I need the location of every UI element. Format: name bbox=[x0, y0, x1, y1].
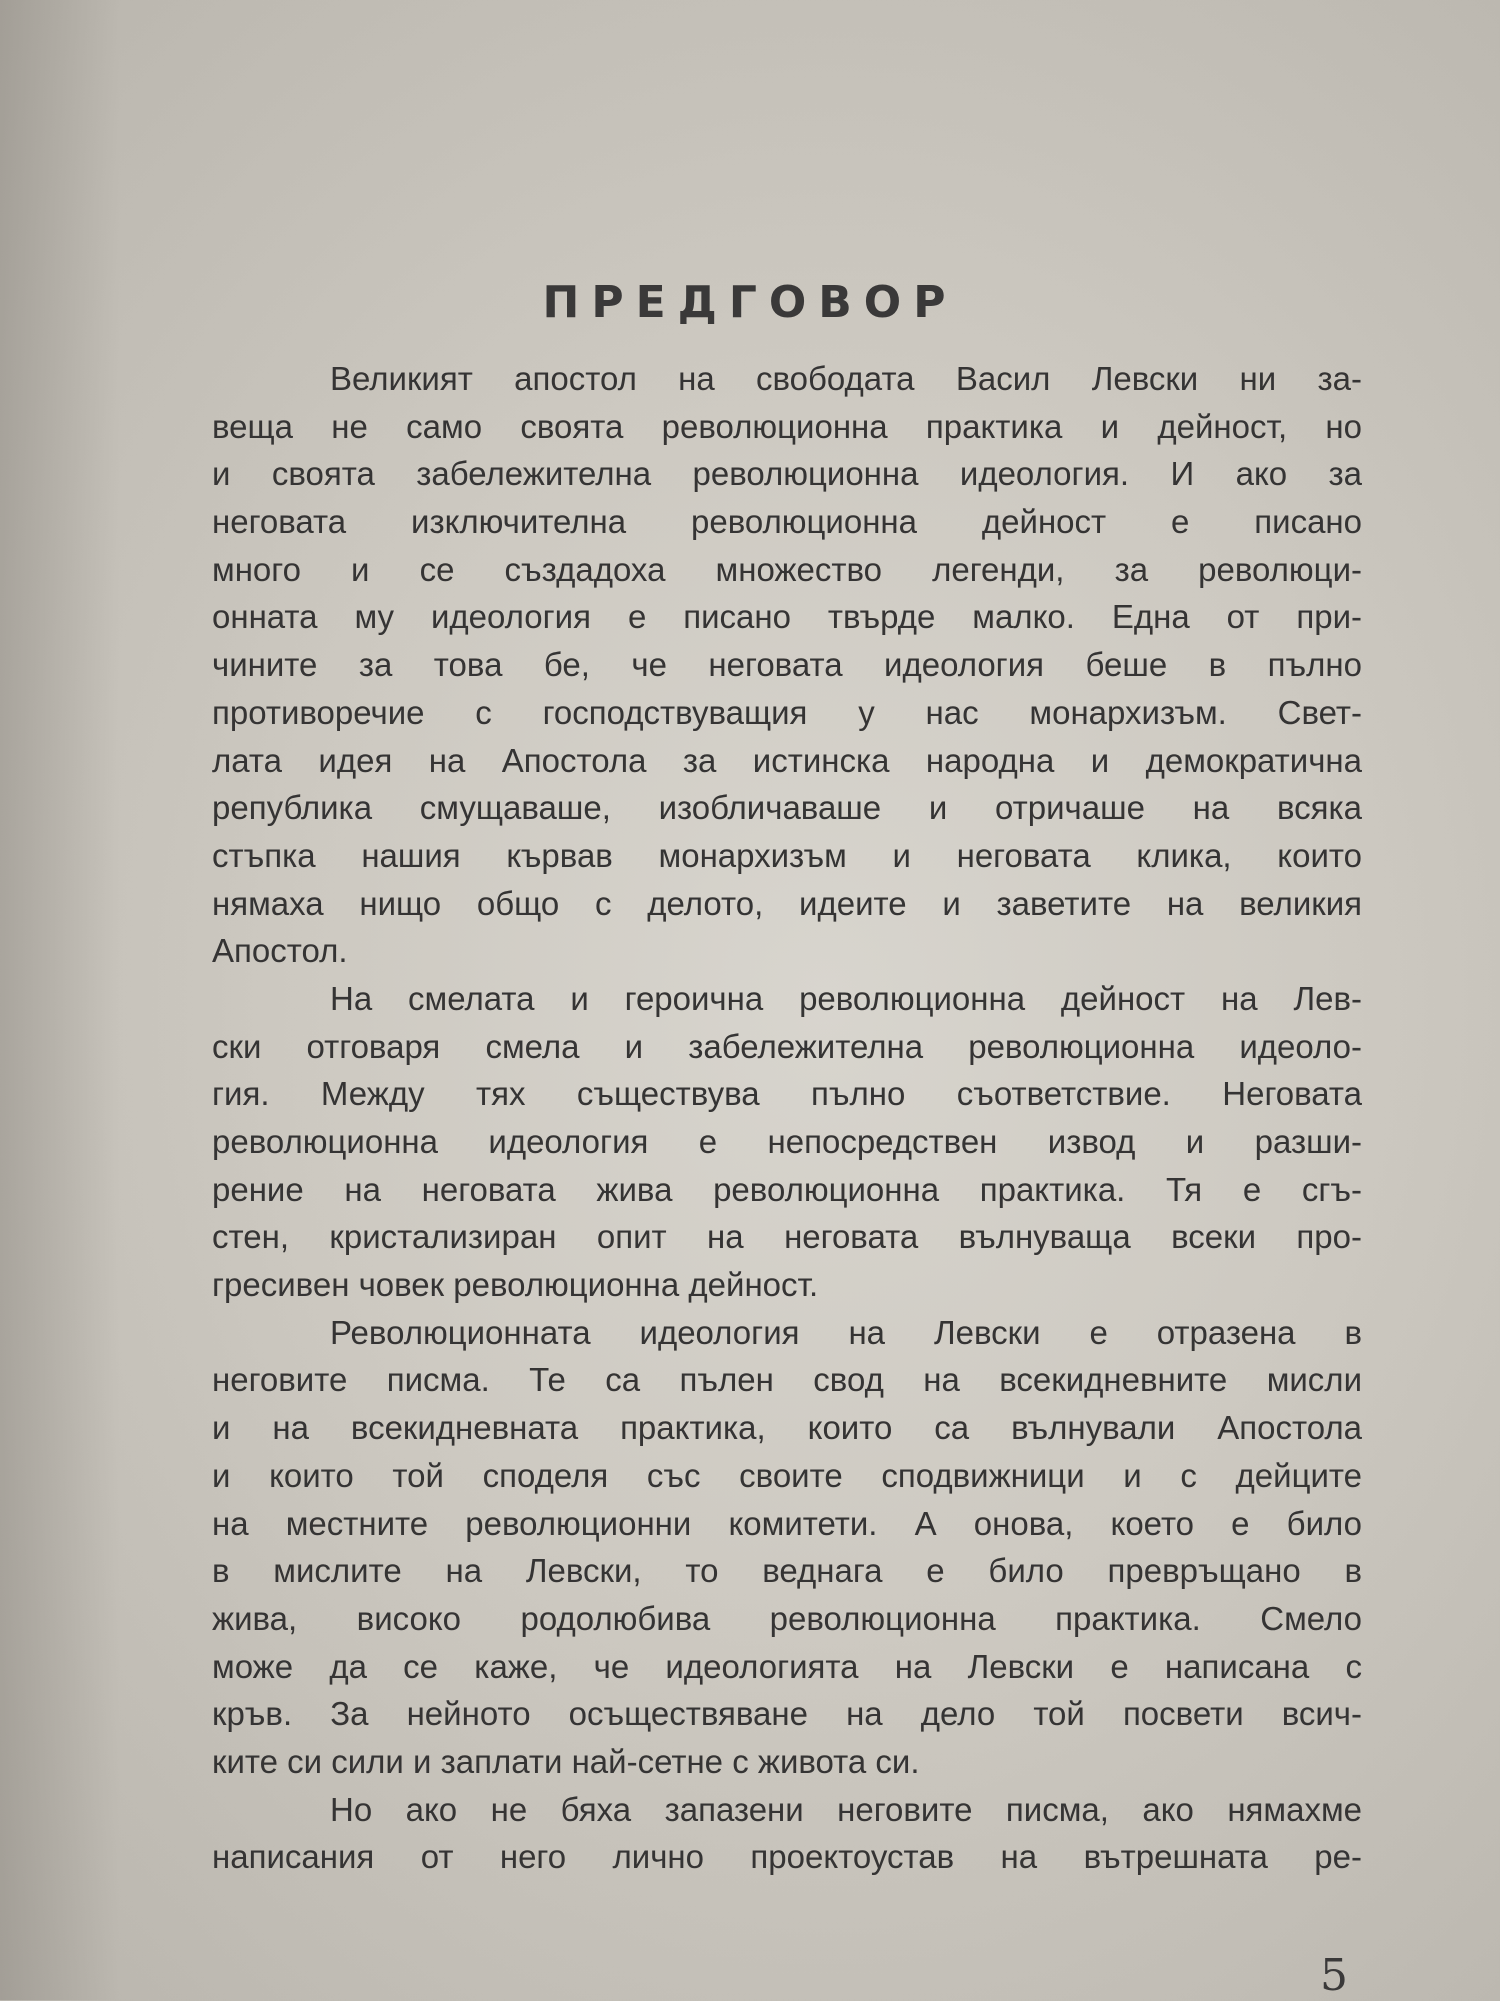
text-line: неговите писма. Те са пълен свод на всекидневните мисли bbox=[212, 1361, 1362, 1399]
text-line: Великият апостол на свободата Васил Левски ни за- bbox=[330, 360, 1362, 397]
text-line: Апостол. bbox=[212, 932, 348, 970]
text-line: на местните революционни комитети. А онова, което е било bbox=[212, 1504, 1362, 1542]
text-line: написания от него лично проектоустав на вътрешната ре- bbox=[212, 1838, 1362, 1876]
text-line: гресивен човек революционна дейност. bbox=[212, 1266, 819, 1304]
text-line: нямаха нищо общо с делото, идеите и заветите на великия bbox=[212, 884, 1362, 922]
text-line: революционна идеология е непосредствен извод и разши- bbox=[212, 1123, 1362, 1160]
paragraph bbox=[212, 355, 1362, 975]
text-line: лата идея на Апостола за истинска народна и демократична bbox=[212, 741, 1362, 779]
text-line: може да се каже, че идеологията на Левски е написана с bbox=[212, 1647, 1362, 1685]
text-line: и на всекидневната практика, които са вълнували Апостола bbox=[212, 1409, 1362, 1447]
text-line: много и се създадоха множество легенди, за революци- bbox=[212, 550, 1362, 588]
text-line: и които той споделя със своите сподвижници и с дейците bbox=[212, 1456, 1362, 1494]
page-title: ПРЕДГОВОР bbox=[542, 277, 958, 329]
text-line: в мислите на Левски, то веднага е било превръщано в bbox=[212, 1552, 1362, 1590]
text-line: ски отговаря смела и забележителна революционна идеоло- bbox=[212, 1027, 1362, 1065]
text-line: и своята забележителна революционна идеология. И ако за bbox=[212, 455, 1362, 493]
preface-body bbox=[212, 355, 1362, 1881]
paragraph bbox=[212, 1309, 1362, 1786]
text-line: Революционната идеология на Левски е отразена в bbox=[330, 1313, 1362, 1351]
text-line: На смелата и героична революционна дейност на Лев- bbox=[330, 979, 1362, 1017]
paragraph bbox=[212, 975, 1362, 1309]
text-line: рение на неговата жива революционна практика. Тя е сгъ- bbox=[212, 1170, 1362, 1208]
text-line: гия. Между тях съществува пълно съответствие. Неговата bbox=[212, 1075, 1362, 1113]
text-line: стен, кристализиран опит на неговата вълнуваща всеки про- bbox=[212, 1218, 1362, 1256]
paragraph bbox=[212, 1786, 1362, 1881]
text-line: неговата изключителна революционна дейност е писано bbox=[212, 503, 1362, 541]
text-line: веща не само своята революционна практика и дейност, но bbox=[212, 407, 1362, 445]
text-line: жива, високо родолюбива революционна практика. Смело bbox=[212, 1599, 1362, 1637]
text-line: онната му идеология е писано твърде малко. Една от при- bbox=[212, 598, 1362, 636]
text-line: чините за това бе, че неговата идеология беше в пълно bbox=[212, 646, 1362, 684]
text-line: противоречие с господствуващия у нас монархизъм. Свет- bbox=[212, 693, 1362, 731]
text-line: кръв. За нейното осъществяване на дело той посвети всич- bbox=[212, 1695, 1362, 1733]
page-number: 5 bbox=[1320, 1950, 1348, 2001]
text-line: република смущаваше, изобличаваше и отричаше на всяка bbox=[212, 789, 1362, 827]
text-line: Но ако не бяха запазени неговите писма, ако нямахме bbox=[330, 1790, 1362, 1828]
text-line: ките си сили и заплати най-сетне с живота си. bbox=[212, 1742, 920, 1780]
text-line: стъпка нашия кървав монархизъм и неговата клика, които bbox=[212, 836, 1362, 874]
